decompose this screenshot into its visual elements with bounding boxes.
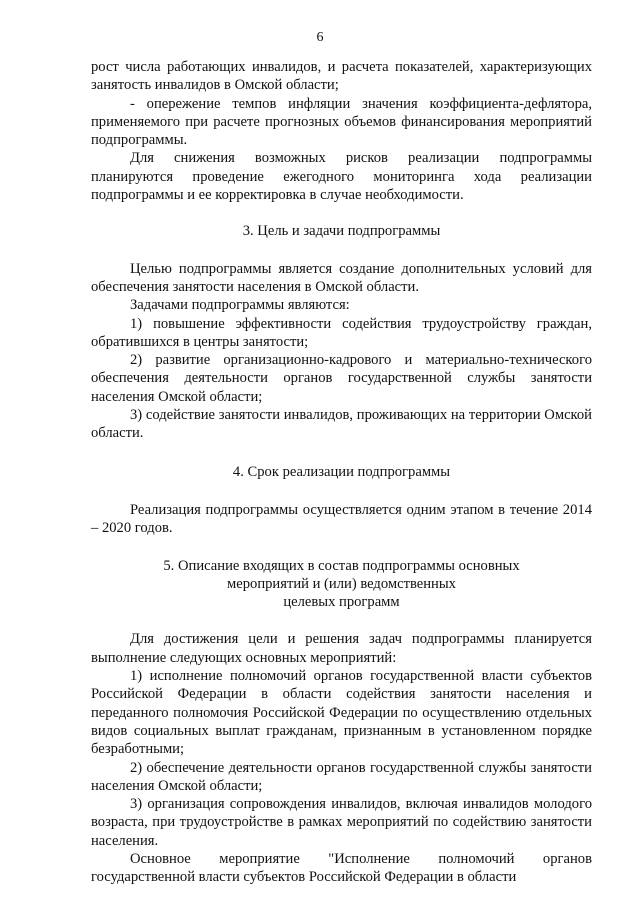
list-item-task-3: 3) содействие занятости инвалидов, проживающих на территории Омской области. (91, 407, 592, 442)
section-heading-activities (91, 557, 592, 612)
section-heading-line: целевых программ (283, 594, 400, 611)
list-item-activity-2: 2) обеспечение деятельности органов государственной службы занятости населения Омской области; (91, 759, 592, 794)
list-item-task-2: 2) развитие организационно-кадрового и материально-технического обеспечения деятельности органов государственной службы занятости населения Омской области; (91, 352, 592, 405)
paragraph-tasks-intro: Задачами подпрограммы являются: (130, 297, 350, 314)
section-heading-goals: 3. Цель и задачи подпрограммы (242, 223, 441, 240)
paragraph-activities-intro: Для достижения цели и решения задач подпрограммы планируется выполнение следующих основных мероприятий: (91, 631, 592, 666)
paragraph-inflation-risk: - опережение темпов инфляции значения коэффициента-дефлятора, применяемого при расчете прогнозных объемов финансирования мероприятий подпрограммы. (91, 95, 592, 149)
paragraph-goal: Целью подпрограммы является создание дополнительных условий для обеспечения занятости населения в Омской области. (91, 260, 592, 295)
paragraph-continuation: рост числа работающих инвалидов, и расчета показателей, характеризующих занятость инвалидов в Омской области; (91, 59, 592, 94)
section-heading-timeline: 4. Срок реализации подпрограммы (232, 463, 451, 480)
section-heading-line: мероприятий и (или) ведомственных (227, 575, 456, 592)
document-body (91, 58, 592, 887)
list-item-task-1: 1) повышение эффективности содействия трудоустройству граждан, обратившихся в центры занятости; (91, 315, 592, 350)
list-item-activity-3: 3) организация сопровождения инвалидов, включая инвалидов молодого возраста, при трудоустройстве в рамках мероприятий по содействию занятости населения. (91, 796, 592, 849)
page-number: 6 (316, 30, 324, 45)
list-item-activity-1: 1) исполнение полномочий органов государственной власти субъектов Российской Федерации в области содействия занятости населения и переданного полномочия Российской Федерации по осуществлению отдельных видов социальных выплат гражданам, признанным в установленном порядке безработными; (91, 668, 592, 758)
section-heading-line: 5. Описание входящих в состав подпрограммы основных (163, 557, 520, 574)
paragraph-timeline: Реализация подпрограммы осуществляется одним этапом в течение 2014 – 2020 годов. (91, 501, 592, 537)
paragraph-main-activity: Основное мероприятие "Исполнение полномочий органов государственной власти субъектов Российской Федерации в области (91, 850, 592, 886)
paragraph-risk-mitigation: Для снижения возможных рисков реализации подпрограммы планируются проведение ежегодного мониторинга хода реализации подпрограммы и ее корректировка в случае необходимости. (91, 150, 592, 204)
